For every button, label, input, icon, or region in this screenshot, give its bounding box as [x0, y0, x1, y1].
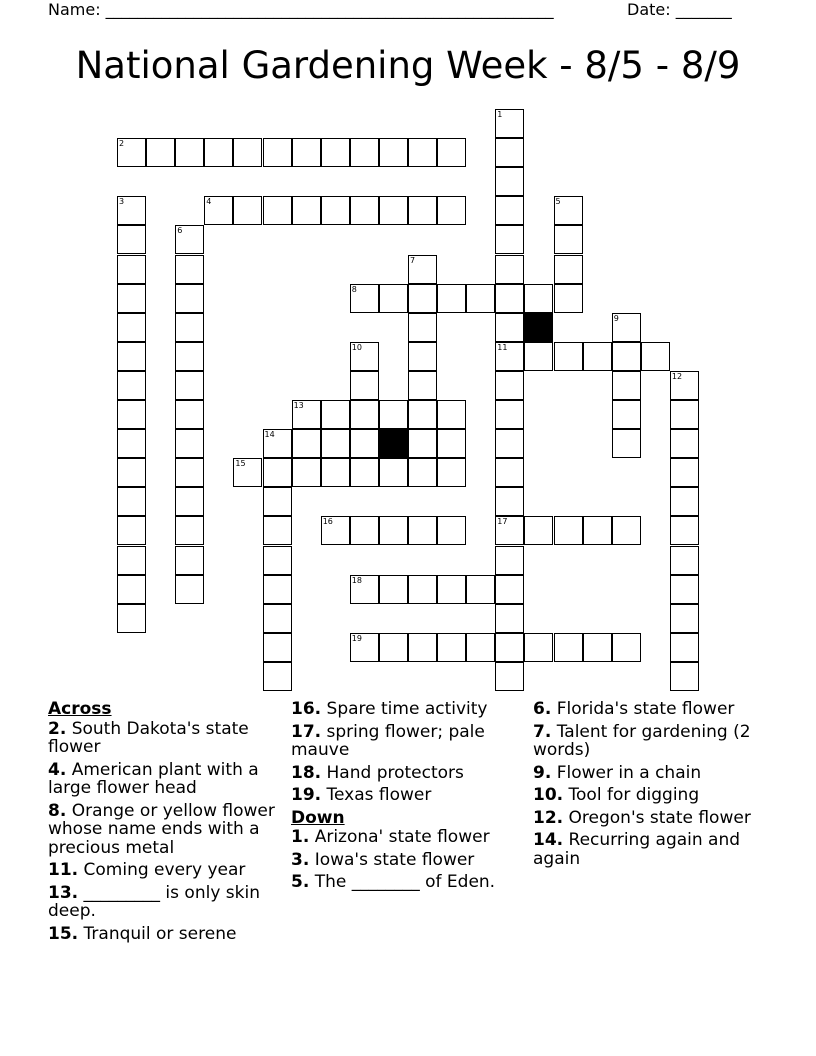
grid-cell[interactable] — [321, 400, 350, 429]
clue-item — [291, 873, 529, 892]
clue-item — [48, 861, 284, 880]
grid-cell[interactable] — [524, 342, 553, 371]
clue-number-label: 2. — [48, 718, 67, 739]
grid-cell[interactable] — [379, 458, 408, 487]
grid-cell[interactable] — [117, 342, 146, 371]
grid-cell[interactable] — [495, 313, 524, 342]
clue-column-3 — [533, 700, 769, 872]
clue-number-label: 16. — [291, 699, 322, 719]
section-heading-across: Across — [48, 699, 112, 719]
clue-number: 19 — [351, 633, 362, 643]
grid-cell[interactable] — [495, 196, 524, 225]
grid-cell[interactable] — [466, 284, 495, 313]
grid-cell[interactable] — [670, 458, 699, 487]
clue-text: Talent for gardening (2 words) — [533, 721, 751, 760]
grid-cell[interactable] — [263, 138, 292, 167]
clue-number-label: 10. — [533, 785, 564, 805]
clue-item — [48, 925, 284, 944]
grid-cell[interactable] — [204, 138, 233, 167]
grid-cell[interactable] — [437, 458, 466, 487]
clue-text: Tool for digging — [563, 785, 700, 805]
clue-number-label: 14. — [533, 830, 564, 850]
clue-number: 5 — [555, 197, 561, 207]
grid-cell[interactable] — [612, 400, 641, 429]
grid-cell[interactable] — [117, 458, 146, 487]
grid-cell[interactable] — [350, 400, 379, 429]
clue-text: Tranquil or serene — [78, 923, 237, 944]
clue-text: Coming every year — [78, 860, 246, 880]
clue-item — [533, 700, 769, 719]
grid-cell[interactable] — [350, 633, 379, 662]
clue-text: American plant with a large flower head — [48, 759, 259, 798]
clue-number-label: 17. — [291, 721, 322, 742]
grid-cell[interactable] — [175, 546, 204, 575]
clue-number: 11 — [497, 342, 508, 352]
grid-block — [379, 429, 408, 458]
clue-item — [291, 700, 529, 719]
grid-cell[interactable] — [466, 575, 495, 604]
clue-number: 4 — [206, 197, 212, 207]
grid-cell[interactable] — [408, 342, 437, 371]
clue-item — [533, 764, 769, 783]
grid-cell[interactable] — [233, 458, 262, 487]
clue-text: The ________ of Eden. — [309, 872, 496, 892]
grid-cell[interactable] — [321, 458, 350, 487]
grid-cell[interactable] — [670, 604, 699, 633]
grid-cell[interactable] — [117, 546, 146, 575]
grid-cell[interactable] — [175, 516, 204, 545]
grid-cell[interactable] — [117, 225, 146, 254]
clue-text: Hand protectors — [321, 762, 464, 783]
grid-cell[interactable] — [408, 371, 437, 400]
grid-cell[interactable] — [292, 138, 321, 167]
grid-cell[interactable] — [117, 196, 146, 225]
grid-cell[interactable] — [612, 313, 641, 342]
grid-cell[interactable] — [524, 516, 553, 545]
grid-cell[interactable] — [554, 633, 583, 662]
clue-number-label: 9. — [533, 762, 552, 783]
grid-cell[interactable] — [175, 458, 204, 487]
clue-number: 7 — [410, 255, 416, 265]
clue-number: 18 — [351, 575, 362, 585]
grid-cell[interactable] — [321, 429, 350, 458]
grid-cell[interactable] — [117, 284, 146, 313]
grid-cell[interactable] — [408, 284, 437, 313]
clue-number: 12 — [671, 371, 683, 381]
grid-cell[interactable] — [495, 400, 524, 429]
grid-cell[interactable] — [292, 196, 321, 225]
grid-cell[interactable] — [263, 546, 292, 575]
clue-item — [533, 786, 769, 805]
grid-cell[interactable] — [495, 575, 524, 604]
clue-text: Spare time activity — [321, 699, 488, 719]
clue-number: 17 — [497, 517, 508, 527]
grid-cell[interactable] — [670, 662, 699, 691]
clue-number-label: 18. — [291, 762, 322, 783]
grid-cell[interactable] — [117, 313, 146, 342]
clue-text: Iowa's state flower — [309, 849, 475, 870]
grid-cell[interactable] — [670, 487, 699, 516]
grid-cell[interactable] — [554, 255, 583, 284]
clue-text: South Dakota's state flower — [48, 718, 249, 757]
grid-cell[interactable] — [408, 429, 437, 458]
grid-cell[interactable] — [612, 429, 641, 458]
clue-text: Oregon's state flower — [563, 807, 751, 828]
clue-item — [291, 851, 529, 870]
grid-cell[interactable] — [437, 284, 466, 313]
clue-text: spring flower; pale mauve — [291, 721, 485, 760]
grid-cell[interactable] — [350, 196, 379, 225]
grid-cell[interactable] — [263, 516, 292, 545]
clue-number: 9 — [613, 313, 619, 323]
clue-number: 14 — [264, 430, 275, 440]
clue-number-label: 4. — [48, 759, 67, 780]
grid-cell[interactable] — [350, 458, 379, 487]
grid-cell[interactable] — [350, 575, 379, 604]
grid-cell[interactable] — [495, 255, 524, 284]
grid-cell[interactable] — [408, 313, 437, 342]
clue-text: Flower in a chain — [551, 762, 702, 783]
clue-number-label: 5. — [291, 872, 310, 892]
clue-item — [48, 720, 284, 757]
grid-cell[interactable] — [670, 633, 699, 662]
clue-item — [291, 786, 529, 805]
section-heading-down: Down — [291, 807, 345, 828]
clue-item — [48, 802, 284, 858]
grid-cell[interactable] — [583, 516, 612, 545]
grid-cell[interactable] — [554, 225, 583, 254]
grid-cell[interactable] — [379, 575, 408, 604]
clue-item — [48, 761, 284, 798]
grid-cell[interactable] — [204, 196, 233, 225]
grid-cell[interactable] — [495, 546, 524, 575]
grid-cell[interactable] — [670, 400, 699, 429]
grid-cell[interactable] — [117, 487, 146, 516]
grid-cell[interactable] — [292, 458, 321, 487]
grid-cell[interactable] — [379, 633, 408, 662]
grid-cell[interactable] — [670, 371, 699, 400]
clue-number-label: 12. — [533, 807, 564, 828]
grid-cell[interactable] — [437, 516, 466, 545]
grid-cell[interactable] — [408, 400, 437, 429]
grid-cell[interactable] — [670, 575, 699, 604]
clue-item — [48, 884, 284, 921]
grid-cell[interactable] — [233, 196, 262, 225]
grid-cell[interactable] — [554, 284, 583, 313]
grid-cell[interactable] — [612, 342, 641, 371]
clue-number: 1 — [497, 110, 503, 119]
grid-cell[interactable] — [263, 575, 292, 604]
grid-cell[interactable] — [175, 429, 204, 458]
grid-cell[interactable] — [350, 342, 379, 371]
grid-cell[interactable] — [350, 138, 379, 167]
grid-cell[interactable] — [554, 196, 583, 225]
clue-number-label: 19. — [291, 785, 322, 805]
grid-cell[interactable] — [554, 516, 583, 545]
grid-cell[interactable] — [321, 516, 350, 545]
grid-cell[interactable] — [495, 225, 524, 254]
grid-cell[interactable] — [495, 138, 524, 167]
clue-item — [291, 723, 529, 760]
grid-cell[interactable] — [175, 138, 204, 167]
clue-number: 8 — [351, 284, 357, 294]
grid-cell[interactable] — [437, 196, 466, 225]
grid-cell[interactable] — [292, 400, 321, 429]
grid-cell[interactable] — [495, 109, 524, 138]
clue-column-1 — [48, 700, 284, 947]
grid-cell[interactable] — [379, 400, 408, 429]
grid-cell[interactable] — [117, 255, 146, 284]
grid-cell[interactable] — [495, 458, 524, 487]
clue-number-label: 7. — [533, 721, 552, 742]
grid-cell[interactable] — [350, 429, 379, 458]
grid-cell[interactable] — [117, 429, 146, 458]
grid-cell[interactable] — [263, 458, 292, 487]
clue-text: Recurring again and again — [533, 830, 741, 869]
grid-cell[interactable] — [321, 138, 350, 167]
grid-cell[interactable] — [437, 429, 466, 458]
clue-item — [533, 723, 769, 760]
grid-cell[interactable] — [321, 196, 350, 225]
grid-cell[interactable] — [117, 575, 146, 604]
grid-cell[interactable] — [495, 371, 524, 400]
grid-cell[interactable] — [524, 633, 553, 662]
grid-cell[interactable] — [408, 575, 437, 604]
clue-column-2 — [291, 700, 529, 896]
grid-cell[interactable] — [670, 516, 699, 545]
grid-cell[interactable] — [495, 342, 524, 371]
grid-cell[interactable] — [117, 371, 146, 400]
grid-cell[interactable] — [175, 284, 204, 313]
grid-cell[interactable] — [379, 196, 408, 225]
grid-cell[interactable] — [495, 604, 524, 633]
grid-cell[interactable] — [117, 516, 146, 545]
grid-cell[interactable] — [437, 575, 466, 604]
clue-text: _________ is only skin deep. — [48, 882, 260, 921]
clue-text: Texas flower — [321, 785, 432, 805]
clue-number: 2 — [119, 139, 125, 149]
grid-cell[interactable] — [379, 138, 408, 167]
grid-cell[interactable] — [175, 371, 204, 400]
grid-cell[interactable] — [117, 138, 146, 167]
grid-cell[interactable] — [554, 342, 583, 371]
grid-cell[interactable] — [379, 516, 408, 545]
grid-cell[interactable] — [612, 633, 641, 662]
grid-cell[interactable] — [408, 516, 437, 545]
clue-text: Arizona' state flower — [309, 827, 490, 847]
grid-cell[interactable] — [408, 196, 437, 225]
grid-cell[interactable] — [263, 604, 292, 633]
grid-cell[interactable] — [408, 633, 437, 662]
grid-cell[interactable] — [583, 633, 612, 662]
grid-cell[interactable] — [263, 196, 292, 225]
grid-cell[interactable] — [350, 284, 379, 313]
grid-cell[interactable] — [641, 342, 670, 371]
clue-number-label: 6. — [533, 699, 552, 719]
name-field-label: Name: ________________________________________________________ — [48, 0, 554, 19]
grid-cell[interactable] — [495, 487, 524, 516]
grid-cell[interactable] — [233, 138, 262, 167]
grid-cell[interactable] — [350, 516, 379, 545]
grid-cell[interactable] — [146, 138, 175, 167]
grid-cell[interactable] — [437, 633, 466, 662]
clue-item — [533, 809, 769, 828]
clue-number-label: 3. — [291, 849, 310, 870]
grid-cell[interactable] — [612, 516, 641, 545]
grid-cell[interactable] — [670, 546, 699, 575]
grid-cell[interactable] — [350, 371, 379, 400]
grid-cell[interactable] — [292, 429, 321, 458]
grid-cell[interactable] — [437, 400, 466, 429]
grid-cell[interactable] — [524, 284, 553, 313]
grid-cell[interactable] — [408, 458, 437, 487]
grid-cell[interactable] — [670, 429, 699, 458]
clue-number-label: 8. — [48, 800, 67, 821]
clue-text: Florida's state flower — [551, 699, 735, 719]
grid-cell[interactable] — [495, 429, 524, 458]
clue-number: 15 — [235, 459, 246, 469]
clue-number: 10 — [351, 342, 362, 352]
grid-cell[interactable] — [495, 284, 524, 313]
grid-cell[interactable] — [495, 516, 524, 545]
grid-cell[interactable] — [612, 371, 641, 400]
grid-cell[interactable] — [437, 138, 466, 167]
grid-cell[interactable] — [263, 429, 292, 458]
grid-cell[interactable] — [263, 487, 292, 516]
clue-item — [533, 831, 769, 868]
clue-number-label: 13. — [48, 882, 79, 903]
grid-cell[interactable] — [175, 342, 204, 371]
grid-cell[interactable] — [175, 400, 204, 429]
clue-text: Orange or yellow flower whose name ends with a precious metal — [48, 800, 275, 858]
grid-cell[interactable] — [175, 313, 204, 342]
clue-item — [291, 764, 529, 783]
grid-cell[interactable] — [583, 342, 612, 371]
clue-item — [291, 828, 529, 847]
grid-cell[interactable] — [466, 633, 495, 662]
grid-cell[interactable] — [495, 167, 524, 196]
grid-cell[interactable] — [175, 225, 204, 254]
clue-number: 16 — [322, 517, 333, 527]
grid-cell[interactable] — [408, 255, 437, 284]
grid-cell[interactable] — [175, 487, 204, 516]
date-field-label: Date: _______ — [627, 0, 732, 19]
puzzle-title: National Gardening Week - 8/5 - 8/9 — [75, 44, 741, 87]
grid-cell[interactable] — [408, 138, 437, 167]
grid-cell[interactable] — [495, 633, 524, 662]
clue-number: 6 — [177, 226, 183, 236]
grid-cell[interactable] — [117, 400, 146, 429]
grid-cell[interactable] — [175, 255, 204, 284]
grid-block — [524, 313, 553, 342]
clue-number: 13 — [293, 401, 304, 410]
grid-cell[interactable] — [379, 284, 408, 313]
grid-cell[interactable] — [263, 662, 292, 691]
clue-number-label: 11. — [48, 860, 79, 880]
clue-number-label: 1. — [291, 827, 310, 847]
grid-cell[interactable] — [495, 662, 524, 691]
grid-cell[interactable] — [175, 575, 204, 604]
grid-cell[interactable] — [117, 604, 146, 633]
clue-number: 3 — [119, 197, 125, 207]
clue-number-label: 15. — [48, 923, 79, 944]
grid-cell[interactable] — [263, 633, 292, 662]
